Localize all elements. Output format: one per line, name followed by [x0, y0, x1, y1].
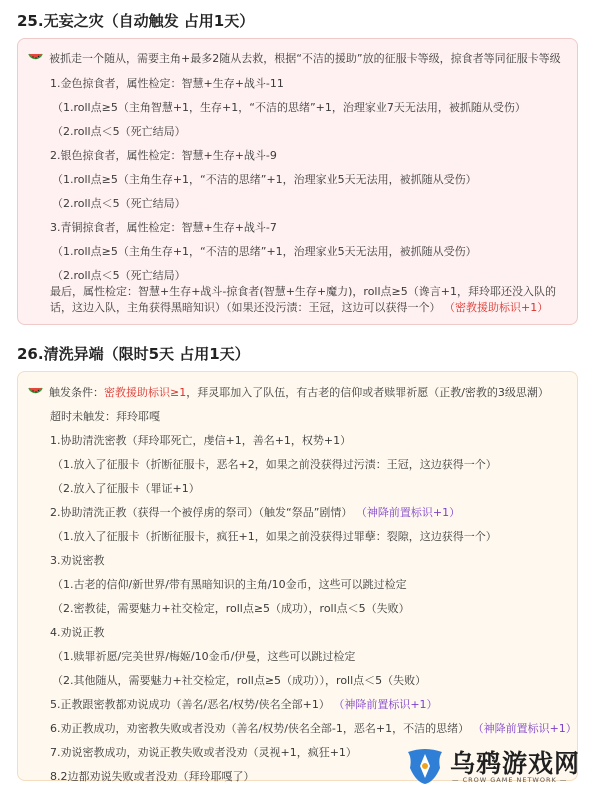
s26-line-6-text: 2.协助清洗正教（获得一个被俘虏的祭司）（触发“祭品”剧情） [50, 506, 353, 519]
watermark-subtitle: — CROW GAME NETWORK — [452, 776, 568, 784]
section-25-intro [28, 51, 561, 66]
s26-line-12: （1.赎罪祈愿/完美世界/梅姬/10金币/伊曼，这些可以跳过检定 [52, 650, 356, 663]
s26-line-8: 3.劝说密教 [50, 554, 105, 567]
s25-line-9: （2.roll点＜5（死亡结局） [52, 269, 186, 282]
s25-line-10: 最后，属性检定：智慧+生存+战斗-掠食者(智慧+生存+魔力)，roll点≥5（谗言+1，拜玲耶还没入队的 [50, 285, 556, 298]
crow-logo-icon [404, 746, 446, 786]
s26-line-7: （1.放入了征服卡（折断征服卡，疯狂+1，如果之前没获得过罪孽：裂隙，这边获得一个） [52, 530, 497, 543]
s25-line-11-text: 话，这边入队，主角获得黑暗知识）（如果还没污渍：王冠，这边可以获得一个） [50, 301, 441, 314]
trigger-label: 触发条件： [49, 386, 104, 399]
s26-line-15-text: 6.劝正教成功，劝密教失败或者没劝（善名/权势/侠名全部-1，恶名+1，不洁的思绪） [50, 722, 470, 735]
s26-line-9: （1.古老的信仰/新世界/带有黑暗知识的主角/10金币，这些可以跳过检定 [52, 578, 407, 591]
s26-line-13: （2.其他随从，需要魅力+社交检定，roll点≥5（成功）），roll点＜5（失败） [52, 674, 427, 687]
trigger-rest: ，拜灵耶加入了队伍，有古老的信仰或者赎罪祈愿（正教/密教的3级思潮） [186, 386, 549, 399]
s26-line-4: （1.放入了征服卡（折断征服卡，恶名+2，如果之前没获得过污渍：王冠，这边获得一个） [52, 458, 497, 471]
s25-line-4: 2.银色掠食者，属性检定：智慧+生存+战斗-9 [50, 149, 277, 162]
s25-line-2: （1.roll点≥5（主角智慧+1，生存+1，“不洁的思绪”+1，治理家业7天无法用，被抓随从受伤） [52, 101, 526, 114]
intro-text: 被抓走一个随从，需要主角+最多2随从去救，根据“不洁的援助”放的征服卡等级，掠食者等同征服卡等级 [49, 52, 561, 65]
descent-marker: （神降前置标识+1） [472, 722, 577, 735]
s25-line-3: （2.roll点＜5（死亡结局） [52, 125, 186, 138]
watermark-title: 乌鸦游戏网 [450, 749, 581, 778]
s26-line-16: 7.劝说密教成功，劝说正教失败或者没劝（灵视+1，疯狂+1） [50, 746, 357, 759]
s26-line-14 [50, 697, 438, 712]
section-25-title: 25.无妄之灾（自动触发 占用1天） [17, 12, 255, 30]
watermelon-icon [28, 386, 43, 397]
s26-line-15 [50, 721, 577, 736]
s25-line-5: （1.roll点≥5（主角生存+1，“不洁的思绪”+1，治理家业5天无法用，被抓随从受伤） [52, 173, 477, 186]
trigger-cult-aid: 密教援助标识≥1 [104, 386, 187, 399]
s25-line-11 [50, 300, 548, 315]
descent-marker: （神降前置标识+1） [333, 698, 438, 711]
s26-line-6 [50, 505, 460, 520]
watermelon-icon [28, 52, 43, 63]
s26-line-14-text: 5.正教跟密教都劝说成功（善名/恶名/权势/侠名全部+1） [50, 698, 330, 711]
s25-line-6: （2.roll点＜5（死亡结局） [52, 197, 186, 210]
s26-trigger [28, 385, 549, 400]
section-26-title: 26.清洗异端（限时5天 占用1天） [17, 345, 250, 363]
s25-line-7: 3.青铜掠食者，属性检定：智慧+生存+战斗-7 [50, 221, 277, 234]
s26-line-2: 超时未触发：拜玲耶嘎 [50, 410, 160, 423]
cult-aid-marker: （密教援助标识+1） [444, 301, 549, 314]
s26-line-5: （2.放入了征服卡（罪证+1） [52, 482, 200, 495]
descent-marker: （神降前置标识+1） [355, 506, 461, 519]
s25-line-8: （1.roll点≥5（主角生存+1，“不洁的思绪”+1，治理家业5天无法用，被抓随从受伤） [52, 245, 477, 258]
s25-line-1: 1.金色掠食者，属性检定：智慧+生存+战斗-11 [50, 77, 284, 90]
s26-line-17: 8.2边都劝说失败或者没劝（拜玲耶嘎了） [50, 770, 255, 783]
site-watermark [404, 744, 594, 790]
s26-line-3: 1.协助清洗密教（拜玲耶死亡，虔信+1，善名+1，权势+1） [50, 434, 352, 447]
s26-line-10: （2.密教徒，需要魅力+社交检定，roll点≥5（成功），roll点＜5（失败） [52, 602, 410, 615]
s26-line-11: 4.劝说正教 [50, 626, 105, 639]
